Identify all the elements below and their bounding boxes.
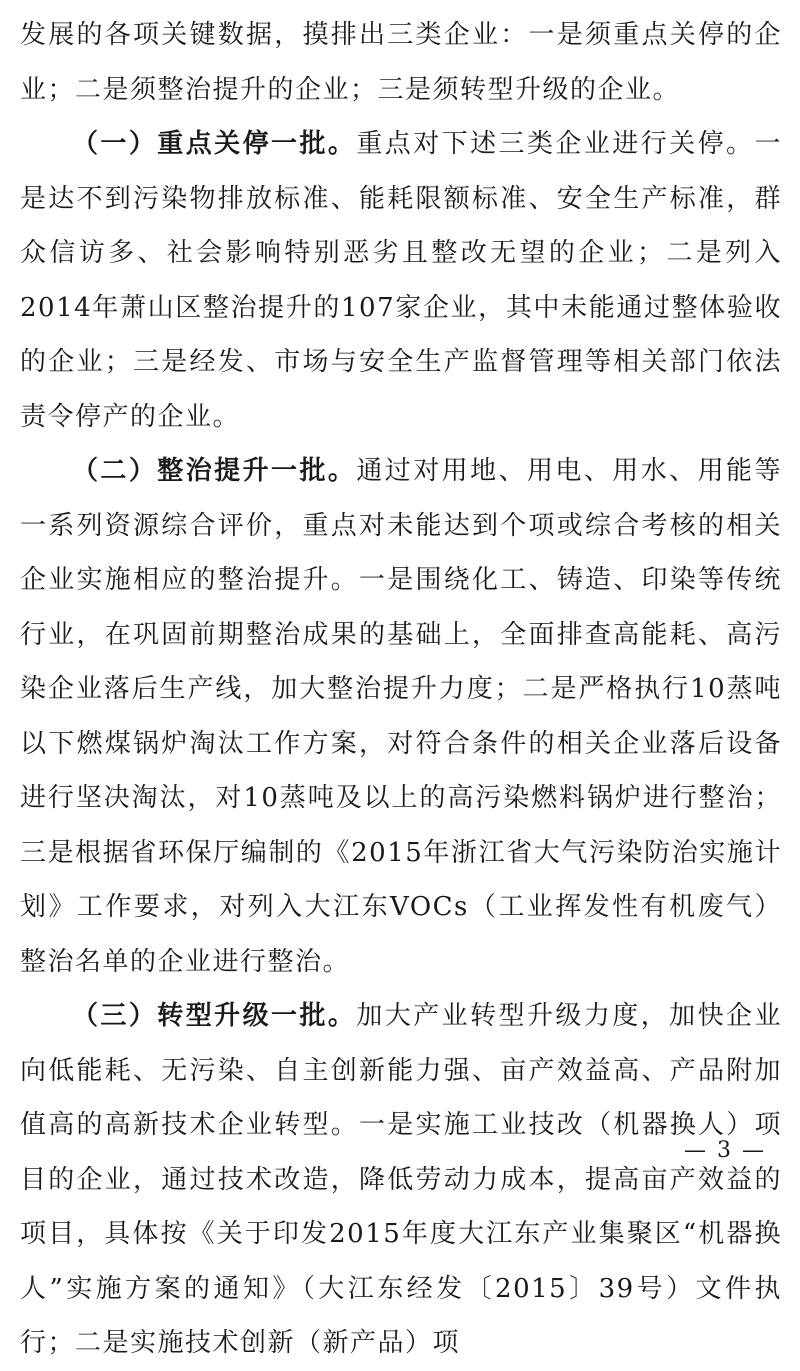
document-body	[20, 8, 782, 1371]
paragraph-3	[20, 444, 782, 989]
paragraph-4-text: 加大产业转型升级力度，加快企业向低能耗、无污染、自主创新能力强、亩产效益高、产品附加值高的高新技术企业转型。一是实施工业技改（机器换人）项目的企业，通过技术改造，降低劳动力成本，提高亩产效益的项目，具体按《关于印发2015年度大江东产业集聚区“机器换人”实施方案的通知》（大江东经发〔2015〕39号）文件执行；二是实施技术创新（新产品）项	[20, 1001, 782, 1358]
paragraph-4	[20, 989, 782, 1371]
paragraph-1-text: 发展的各项关键数据，摸排出三类企业：一是须重点关停的企业；二是须整治提升的企业；三是须转型升级的企业。	[20, 20, 782, 105]
paragraph-3-text: 通过对用地、用电、用水、用能等一系列资源综合评价，重点对未能达到个项或综合考核的相关企业实施相应的整治提升。一是围绕化工、铸造、印染等传统行业，在巩固前期整治成果的基础上，全面排查高能耗、高污染企业落后生产线，加大整治提升力度；二是严格执行10蒸吨以下燃煤锅炉淘汰工作方案，对符合条件的相关企业落后设备进行坚决淘汰，对10蒸吨及以上的高污染燃料锅炉进行整治；三是根据省环保厅编制的《2015年浙江省大气污染防治实施计划》工作要求，对列入大江东VOCs（工业挥发性有机废气）整治名单的企业进行整治。	[20, 456, 782, 977]
paragraph-1	[20, 8, 782, 117]
paragraph-4-heading: （三）转型升级一批。	[72, 1001, 357, 1031]
paragraph-2-heading: （一）重点关停一批。	[72, 129, 357, 159]
page-number: — 3 —	[684, 1138, 766, 1163]
paragraph-2-text: 重点对下述三类企业进行关停。一是达不到污染物排放标准、能耗限额标准、安全生产标准，群众信访多、社会影响特别恶劣且整改无望的企业；二是列入2014年萧山区整治提升的107家企业，其中未能通过整体验收的企业；三是经发、市场与安全生产监督管理等相关部门依法责令停产的企业。	[20, 129, 782, 432]
paragraph-3-heading: （二）整治提升一批。	[72, 456, 357, 486]
paragraph-2	[20, 117, 782, 444]
